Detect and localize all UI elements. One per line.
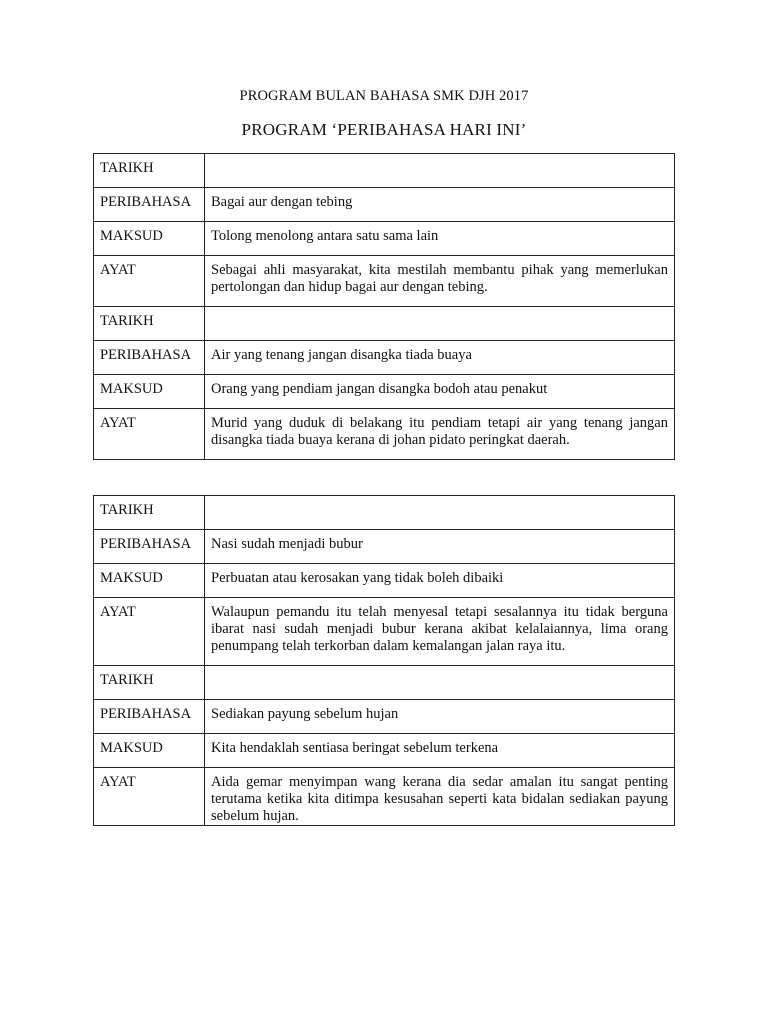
table-row bbox=[94, 734, 675, 768]
row-label: AYAT bbox=[94, 256, 205, 307]
table-row bbox=[94, 768, 675, 826]
table-row bbox=[94, 154, 675, 188]
table-row bbox=[94, 700, 675, 734]
row-value: Sediakan payung sebelum hujan bbox=[205, 700, 675, 734]
row-label: TARIKH bbox=[94, 666, 205, 700]
row-label: PERIBAHASA bbox=[94, 188, 205, 222]
table-row bbox=[94, 564, 675, 598]
program-title: PROGRAM ‘PERIBAHASA HARI INI’ bbox=[241, 120, 527, 139]
row-value: Murid yang duduk di belakang itu pendiam tetapi air yang tenang jangan disangka tiada buaya kerana di johan pidato peringkat daerah. bbox=[205, 409, 675, 460]
row-label: PERIBAHASA bbox=[94, 700, 205, 734]
table-row bbox=[94, 530, 675, 564]
row-value bbox=[205, 666, 675, 700]
row-label: MAKSUD bbox=[94, 375, 205, 409]
row-label: AYAT bbox=[94, 409, 205, 460]
row-value bbox=[205, 307, 675, 341]
row-label: TARIKH bbox=[94, 307, 205, 341]
table-row bbox=[94, 666, 675, 700]
row-value: Kita hendaklah sentiasa beringat sebelum terkena bbox=[205, 734, 675, 768]
row-label: MAKSUD bbox=[94, 734, 205, 768]
row-label: AYAT bbox=[94, 598, 205, 666]
row-value: Nasi sudah menjadi bubur bbox=[205, 530, 675, 564]
row-value: Walaupun pemandu itu telah menyesal tetapi sesalannya itu tidak berguna ibarat nasi sudah menjadi bubur kerana akibat kelalaiannya, lima orang penumpang telah terkorban dalam kemalangan jalan raya itu. bbox=[205, 598, 675, 666]
row-value: Bagai aur dengan tebing bbox=[205, 188, 675, 222]
row-label: TARIKH bbox=[94, 496, 205, 530]
row-label: MAKSUD bbox=[94, 222, 205, 256]
row-value: Aida gemar menyimpan wang kerana dia sedar amalan itu sangat penting terutama ketika kita ditimpa kesusahan seperti kata bidalan sediakan payung sebelum hujan. bbox=[205, 768, 675, 826]
table-row bbox=[94, 222, 675, 256]
row-label: PERIBAHASA bbox=[94, 530, 205, 564]
row-value bbox=[205, 154, 675, 188]
proverb-table-2 bbox=[93, 495, 675, 826]
table-row bbox=[94, 256, 675, 307]
row-label: AYAT bbox=[94, 768, 205, 826]
table-row bbox=[94, 409, 675, 460]
table-row bbox=[94, 375, 675, 409]
table-row bbox=[94, 598, 675, 666]
proverb-table-1 bbox=[93, 153, 675, 460]
row-label: MAKSUD bbox=[94, 564, 205, 598]
row-value: Tolong menolong antara satu sama lain bbox=[205, 222, 675, 256]
table-row bbox=[94, 188, 675, 222]
row-value: Perbuatan atau kerosakan yang tidak boleh dibaiki bbox=[205, 564, 675, 598]
table-row bbox=[94, 341, 675, 375]
row-label: PERIBAHASA bbox=[94, 341, 205, 375]
table-row bbox=[94, 496, 675, 530]
row-value: Air yang tenang jangan disangka tiada buaya bbox=[205, 341, 675, 375]
row-label: TARIKH bbox=[94, 154, 205, 188]
table-row bbox=[94, 307, 675, 341]
row-value: Sebagai ahli masyarakat, kita mestilah membantu pihak yang memerlukan pertolongan dan hidup bagai aur dengan tebing. bbox=[205, 256, 675, 307]
row-value bbox=[205, 496, 675, 530]
document-title: PROGRAM BULAN BAHASA SMK DJH 2017 bbox=[239, 88, 529, 104]
row-value: Orang yang pendiam jangan disangka bodoh atau penakut bbox=[205, 375, 675, 409]
